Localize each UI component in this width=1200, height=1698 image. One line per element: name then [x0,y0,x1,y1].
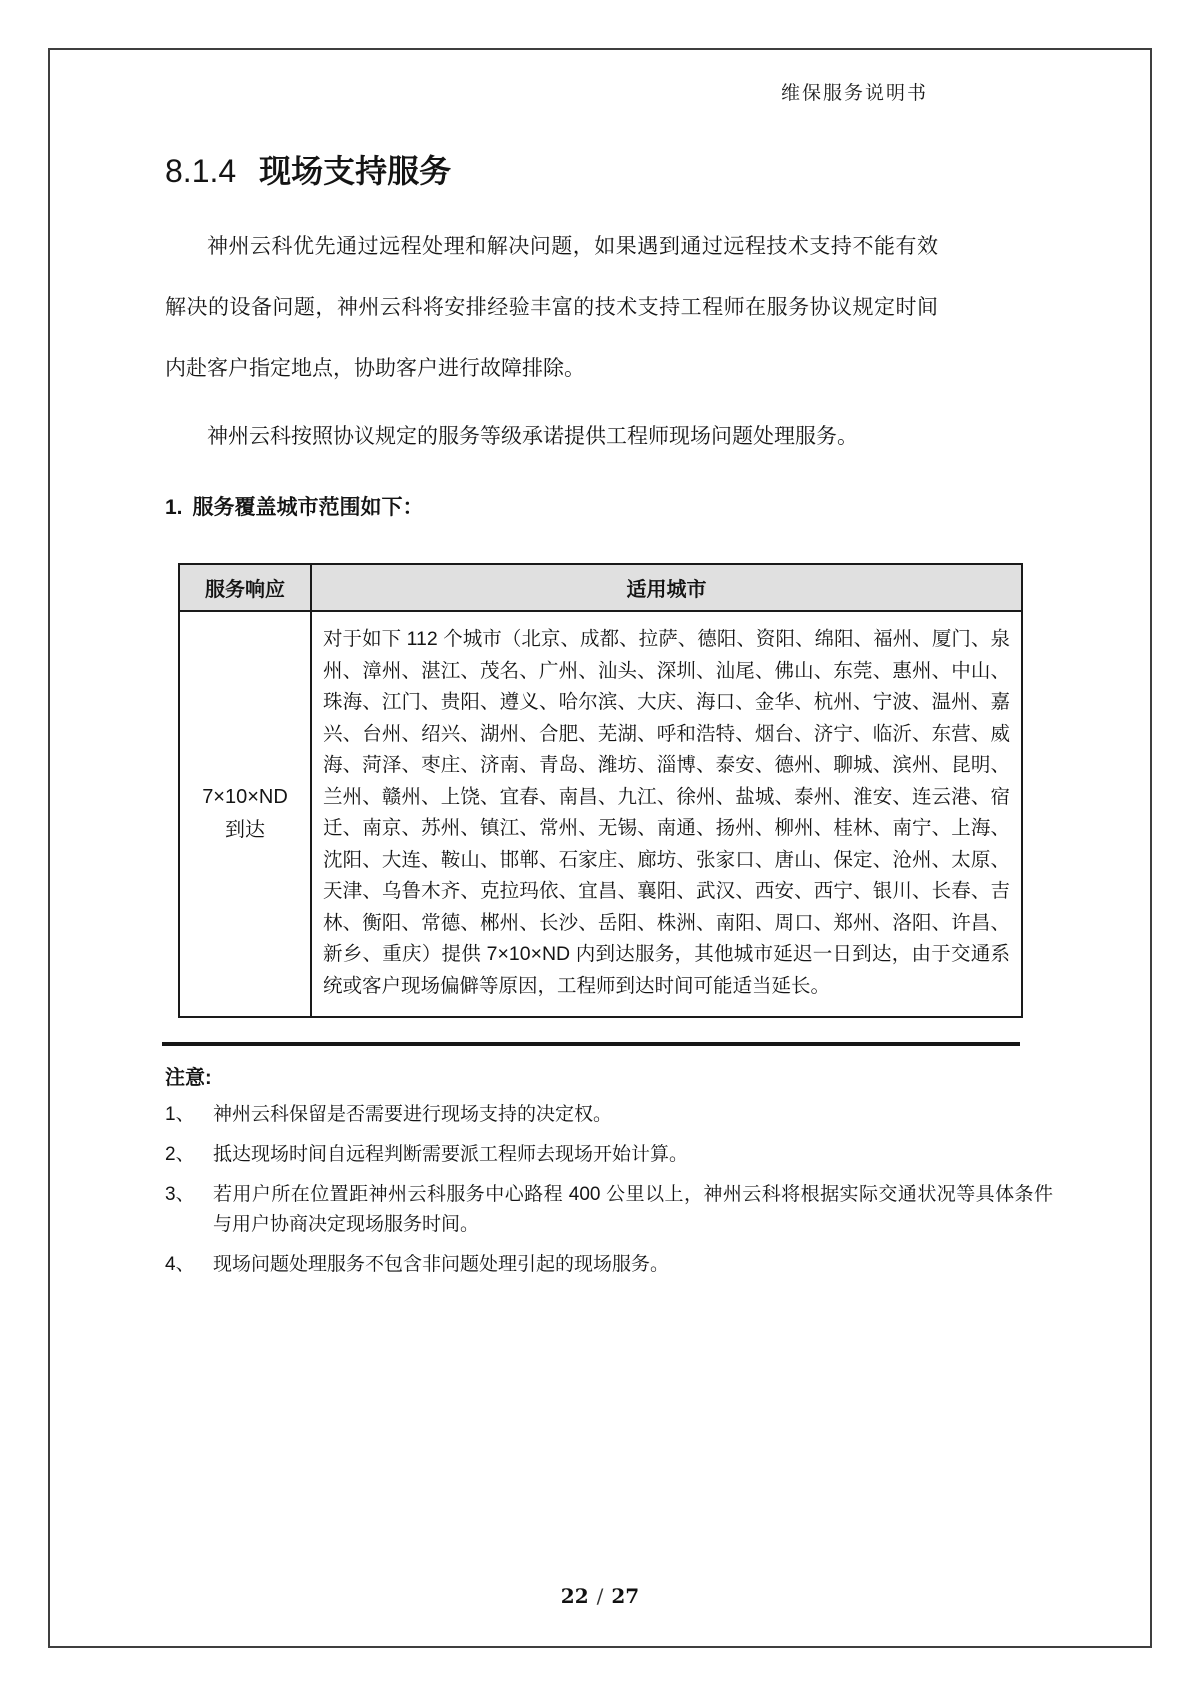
cell-applicable-cities: 对于如下 112 个城市（北京、成都、拉萨、德阳、资阳、绵阳、福州、厦门、泉州、漳州、湛江、茂名、广州、汕头、深圳、汕尾、佛山、东莞、惠州、中山、珠海、江门、贵阳、遵义、哈尔滨、大庆、海口、金华、杭州、宁波、温州、嘉兴、台州、绍兴、湖州、合肥、芜湖、呼和浩特、烟台、济宁、临沂、东营、威海、菏泽、枣庄、济南、青岛、潍坊、淄博、泰安、德州、聊城、滨州、昆明、兰州、赣州、上饶、宜春、南昌、九江、徐州、盐城、泰州、淮安、连云港、宿迁、南京、苏州、镇江、常州、无锡、南通、扬州、柳州、桂林、南宁、上海、沈阳、大连、鞍山、邯郸、石家庄、廊坊、张家口、唐山、保定、沧州、太原、天津、乌鲁木齐、克拉玛依、宜昌、襄阳、武汉、西安、西宁、银川、长春、吉林、衡阳、常德、郴州、长沙、岳阳、株洲、南阳、周口、郑州、洛阳、许昌、新乡、重庆）提供 7×10×ND 内到达服务，其他城市延迟一日到达，由于交通系统或客户现场偏僻等原因，工程师到达时间可能适当延长。 [311,611,1022,1017]
note-item-2 [165,1140,1053,1170]
page-number-current: 22 [560,1584,589,1608]
note-number: 2、 [165,1144,195,1165]
list-heading-city-coverage [165,491,424,521]
service-city-table-body [179,611,1022,1017]
note-text: 若用户所在位置距神州云科服务中心路程 400 公里以上，神州云科将根据实际交通状况等具体条件与用户协商决定现场服务时间。 [213,1184,1053,1235]
document-header-title: 维保服务说明书 [780,82,928,104]
note-item-1 [165,1100,1053,1130]
note-text: 现场问题处理服务不包含非问题处理引起的现场服务。 [213,1254,670,1275]
note-number: 1、 [165,1104,195,1125]
service-city-table [178,563,1023,1018]
note-text: 抵达现场时间自远程判断需要派工程师去现场开始计算。 [213,1144,689,1165]
table-row [179,611,1022,1017]
note-number: 4、 [165,1254,195,1275]
document-page [48,48,1152,1648]
list-heading-number: 1. [165,496,183,519]
service-response-sla: 7×10×ND [202,786,288,808]
section-heading [165,146,451,192]
table-header-row [179,564,1022,611]
notes-divider-rule [162,1042,1020,1046]
note-item-4 [165,1250,1053,1280]
cell-service-response [179,611,311,1017]
service-city-table-head [179,564,1022,611]
note-item-3 [165,1180,1053,1240]
service-response-arrival: 到达 [225,819,265,841]
page-footer [50,1584,1150,1608]
section-title: 现场支持服务 [259,153,452,189]
page-number-total: 27 [611,1584,640,1608]
notes-title: 注意: [165,1067,212,1089]
table-header-applicable-cities: 适用城市 [311,564,1022,611]
list-heading-text: 服务覆盖城市范围如下： [192,496,424,519]
paragraph-service-level-commitment: 神州云科按照协议规定的服务等级承诺提供工程师现场问题处理服务。 [207,425,858,448]
notes-list [165,1100,1053,1290]
note-number: 3、 [165,1184,195,1205]
paragraph-remote-first-policy: 神州云科优先通过远程处理和解决问题，如果遇到通过远程技术支持不能有效解决的设备问题，神州云科将安排经验丰富的技术支持工程师在服务协议规定时间内赴客户指定地点，协助客户进行故障排除。 [165,235,938,380]
table-header-service-response: 服务响应 [179,564,311,611]
page-number-separator: / [596,1584,604,1608]
section-number: 8.1.4 [165,153,237,189]
note-text: 神州云科保留是否需要进行现场支持的决定权。 [213,1104,613,1125]
